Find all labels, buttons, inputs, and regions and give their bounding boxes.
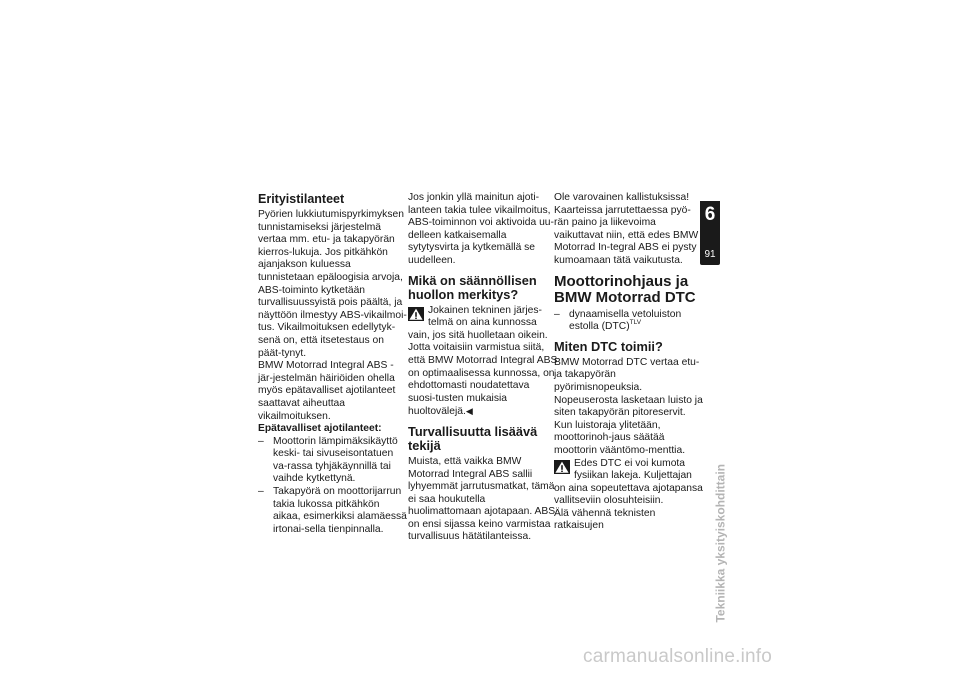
end-mark-icon: ◀ (465, 406, 473, 417)
paragraph: Älä vähennä teknisten ratkaisujen (554, 507, 656, 532)
column-left (258, 192, 408, 536)
paragraph: Pyörien lukkiutumispyrkimyksen tunnistamiseksi järjestelmä vertaa mm. etu- ja takapyörän kierros-lukuja. Jos pitkähkön ajanjakson kuluessa tunnistetaan epäloogisia arvoja, ABS-toiminto kytketään turvallisuussyistä pois päältä, ja näyttöön ilmestyy ABS-vikailmoi-tus. Vikailmoituksen edellytyk-senä on, että itsetestaus on päät-tynyt. (258, 209, 407, 359)
list-item (258, 436, 408, 486)
chapter-number: 6 (704, 204, 716, 225)
warning-triangle-icon (554, 460, 570, 474)
option-superscript: TLV (629, 319, 642, 327)
warning-note (408, 305, 558, 419)
dash-bullet: – (258, 486, 264, 498)
paragraph: Muista, että vaikka BMW Motorrad Integral ABS sallii lyhyemmät jarrutusmatkat, tämä ei saa houkutella huolimattomaan ajotapaan. ABS on ensi sijassa keino varmistaa turvallisuus hätätilanteissa. (408, 455, 556, 543)
warning-text: Edes DTC ei voi kumota fysiikan lakeja. Kuljettajan on aina sopeutettava ajotapansa vallitseviin olosuhteisiin. (554, 457, 703, 507)
dash-bullet: – (554, 308, 560, 320)
heading-how-dtc-works: Miten DTC toimii? (554, 338, 663, 354)
heading-safety-factor: Turvallisuutta lisäävä tekijä (408, 423, 538, 453)
list-item-text: Takapyörä on moottorijarrun takia lukossa pitkähkön aikaa, esimerkiksi alamäessä irtonai-sella tienpinnalla. (273, 486, 407, 535)
watermark: carmanualsonline.info (583, 646, 773, 667)
chapter-title: Tekniikka yksityiskohdittain (714, 464, 728, 623)
paragraph: Jos jonkin yllä mainitun ajoti-lanteen takia tulee vikailmoitus, ABS-toiminnon voi aktivoida uu-delleen katkaisemalla sytytysvirta ja kytkemällä se uudelleen. (408, 192, 554, 266)
chapter-tab (700, 201, 720, 265)
list-item-text: Moottorin lämpimäksikäyttö keski- tai sivuseisontatuen va-rassa tyhjäkäynnillä tai vaihde kytkettynä. (273, 435, 398, 485)
warning-triangle-icon (408, 307, 424, 321)
paragraph: BMW Motorrad Integral ABS -jär-jestelmän häiriöiden ohella myös epätavalliset ajotilanteet saattavat aiheuttaa vikailmoituksen. (258, 360, 396, 422)
column-right (554, 192, 704, 533)
column-middle (408, 192, 558, 544)
heading-special-situations: Erityistilanteet (258, 192, 345, 206)
paragraph: Ole varovainen kallistuksissa! Kaarteissa jarrutettaessa pyö-rän paino ja liikevoima vaikuttavat niin, että edes BMW Motorrad In-tegral ABS ei pysty kumoamaan tätä vaikutusta. (554, 192, 699, 266)
chapter-title-vertical (700, 274, 728, 623)
list-item-text: dynaamisella vetoluiston estolla (DTC) (569, 308, 682, 333)
list-item (554, 309, 704, 334)
warning-text: Jokainen tekninen järjes-telmä on aina kunnossa vain, jos sitä huolletaan oikein. Jotta voitaisiin varmistua siitä, että BMW Motorrad Integral ABS on optimaalisessa kunnossa, on ehdottomasti noudatettava suosi-tusten mukaisia huoltovälejä. (408, 304, 558, 418)
dash-bullet: – (258, 435, 264, 447)
paragraph: BMW Motorrad DTC vertaa etu-ja takapyörän pyörimisnopeuksia. Nopeuserosta lasketaan luisto ja siten takapyörän pitoreservit. Kun luistoraja ylitetään, moottorinoh-jaus säätää moottorin vääntömo-menttia. (554, 356, 703, 456)
warning-note (554, 458, 704, 508)
heading-engine-control: Moottorinohjaus ja BMW Motorrad DTC (554, 272, 696, 306)
subheading: Epätavalliset ajotilanteet: (258, 423, 382, 435)
page-number: 91 (704, 249, 716, 260)
heading-maintenance: Mikä on säännöllisen huollon merkitys? (408, 272, 537, 302)
list-item (258, 486, 408, 536)
